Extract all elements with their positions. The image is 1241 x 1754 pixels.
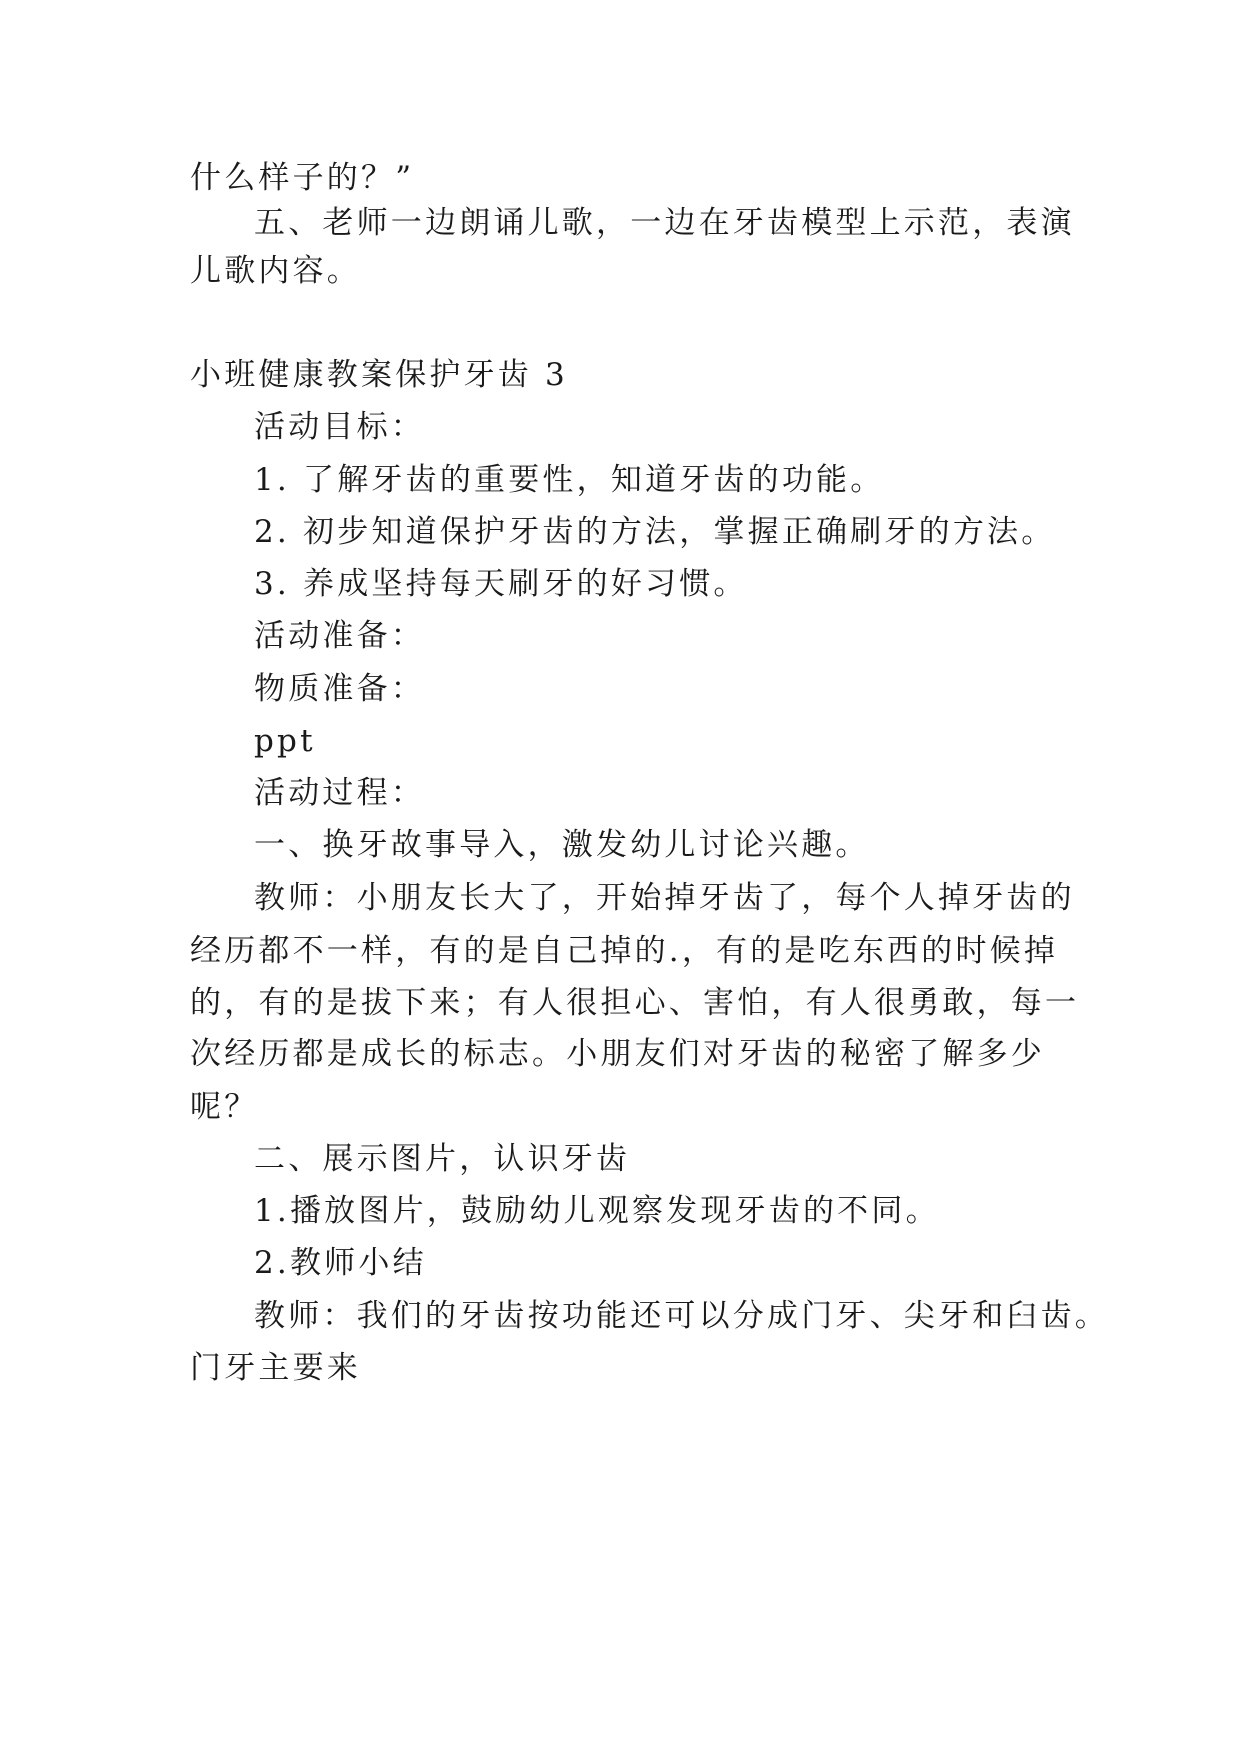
- paragraph-line: 经历都不一样，有的是自己掉的.，有的是吃东西的时候掉: [190, 933, 1059, 969]
- list-item: 2.教师小结: [254, 1245, 427, 1281]
- section-title: 小班健康教案保护牙齿 3: [190, 357, 568, 393]
- paragraph-line: 一、换牙故事导入，激发幼儿讨论兴趣。: [254, 827, 870, 863]
- paragraph-line: 门牙主要来: [190, 1350, 361, 1386]
- list-item: 3. 养成坚持每天刷牙的好习惯。: [254, 566, 748, 602]
- paragraph-line: 教师：我们的牙齿按功能还可以分成门牙、尖牙和臼齿。: [254, 1298, 1109, 1334]
- paragraph-line: 二、展示图片，认识牙齿: [254, 1141, 631, 1177]
- paragraph-line: 五、老师一边朗诵儿歌，一边在牙齿模型上示范，表演: [254, 205, 1075, 241]
- heading-activity-goals: 活动目标：: [254, 409, 425, 445]
- paragraph-line: 次经历都是成长的标志。小朋友们对牙齿的秘密了解多少: [190, 1036, 1045, 1072]
- paragraph-line: 的，有的是拔下来；有人很担心、害怕，有人很勇敢，每一: [190, 985, 1080, 1021]
- paragraph-line: 儿歌内容。: [190, 253, 361, 289]
- paragraph-line: 什么样子的？”: [190, 160, 415, 196]
- heading-material-preparation: 物质准备：: [254, 671, 425, 707]
- heading-activity-preparation: 活动准备：: [254, 618, 425, 654]
- paragraph-line: ppt: [254, 723, 316, 759]
- list-item: 1.播放图片，鼓励幼儿观察发现牙齿的不同。: [254, 1193, 940, 1229]
- list-item: 2. 初步知道保护牙齿的方法，掌握正确刷牙的方法。: [254, 514, 1056, 550]
- paragraph-line: 教师：小朋友长大了，开始掉牙齿了，每个人掉牙齿的: [254, 880, 1075, 916]
- paragraph-line: 呢？: [190, 1089, 259, 1125]
- heading-activity-process: 活动过程：: [254, 775, 425, 811]
- list-item: 1. 了解牙齿的重要性，知道牙齿的功能。: [254, 462, 885, 498]
